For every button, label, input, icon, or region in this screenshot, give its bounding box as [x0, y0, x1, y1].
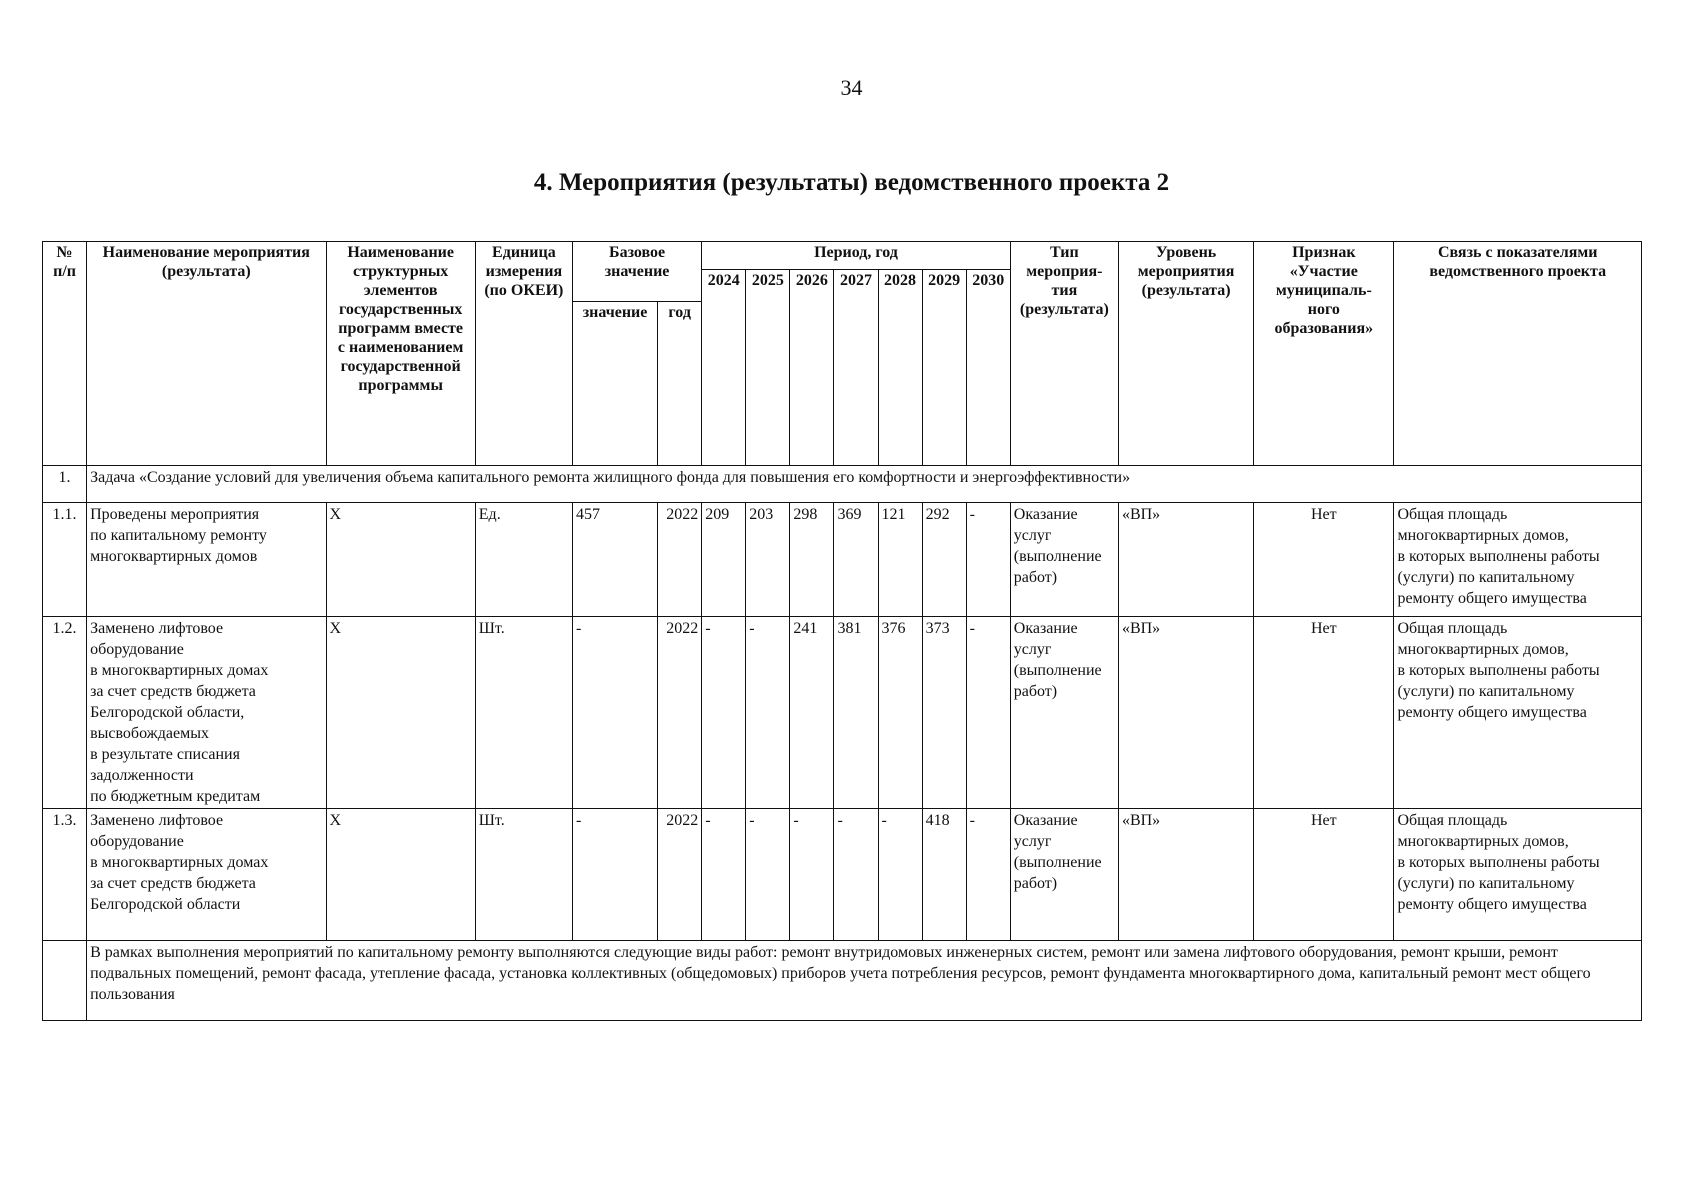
col-header-year: 2024: [702, 270, 746, 466]
row-year-value: 373: [922, 617, 966, 809]
col-header-year: 2029: [922, 270, 966, 466]
note-text: В рамках выполнения мероприятий по капитальному ремонту выполняются следующие виды работ: ремонт внутридомовых инженерных систем, ремонт или замена лифтового оборудования, ремонт крыши, ремонт подвальных помещений, ремонт фасада, утепление фасада, установка коллективных (общедомовых) приборов учета потребления ресурсов, ремонт фундамента многоквартирного дома, капитальный ремонт мест общего пользования: [87, 941, 1642, 1021]
row-unit: Шт.: [475, 617, 572, 809]
col-header-year: 2027: [834, 270, 878, 466]
row-name: Заменено лифтовое оборудование в многоквартирных домах за счет средств бюджета Белгородской области: [87, 809, 326, 941]
row-base-year: 2022: [658, 503, 702, 617]
col-header-year: 2025: [746, 270, 790, 466]
row-year-value: -: [966, 809, 1010, 941]
col-header-year: 2030: [966, 270, 1010, 466]
col-header-unit: Единица измерения (по ОКЕИ): [475, 242, 572, 466]
row-base-year: 2022: [658, 617, 702, 809]
task-num: 1.: [43, 466, 87, 503]
row-unit: Ед.: [475, 503, 572, 617]
row-base-year: 2022: [658, 809, 702, 941]
note-num: [43, 941, 87, 1021]
row-year-value: 376: [878, 617, 922, 809]
page-number: 34: [840, 75, 863, 100]
row-link: Общая площадь многоквартирных домов, в которых выполнены работы (услуги) по капитальному ремонту общего имущества: [1394, 809, 1642, 941]
row-year-value: 203: [746, 503, 790, 617]
row-link: Общая площадь многоквартирных домов, в которых выполнены работы (услуги) по капитальному ремонту общего имущества: [1394, 617, 1642, 809]
row-base-value: -: [572, 809, 657, 941]
row-sign: Нет: [1254, 617, 1394, 809]
row-year-value: 241: [790, 617, 834, 809]
row-year-value: 418: [922, 809, 966, 941]
row-year-value: -: [746, 617, 790, 809]
row-year-value: 209: [702, 503, 746, 617]
col-header-year: 2026: [790, 270, 834, 466]
col-header-level: Уровень мероприятия (результата): [1118, 242, 1253, 466]
col-header-year: 2028: [878, 270, 922, 466]
col-header-name: Наименование мероприятия (результата): [87, 242, 326, 466]
row-num: 1.3.: [43, 809, 87, 941]
col-header-link: Связь с показателями ведомственного проекта: [1394, 242, 1642, 466]
task-text: Задача «Создание условий для увеличения объема капитального ремонта жилищного фонда для повышения его комфортности и энергоэффективности»: [87, 466, 1642, 503]
row-level: «ВП»: [1118, 503, 1253, 617]
row-type: Оказание услуг (выполнение работ): [1010, 809, 1118, 941]
col-header-struct: Наименование структурных элементов государственных программ вместе с наименованием государственной программы: [326, 242, 475, 466]
row-type: Оказание услуг (выполнение работ): [1010, 503, 1118, 617]
row-year-value: 121: [878, 503, 922, 617]
note-row: [43, 941, 1642, 1021]
row-level: «ВП»: [1118, 809, 1253, 941]
row-name: Заменено лифтовое оборудование в многоквартирных домах за счет средств бюджета Белгородской области, высвобождаемых в результате списания задолженности по бюджетным кредитам: [87, 617, 326, 809]
row-year-value: 381: [834, 617, 878, 809]
row-year-value: -: [790, 809, 834, 941]
row-struct: X: [326, 503, 475, 617]
row-unit: Шт.: [475, 809, 572, 941]
row-num: 1.1.: [43, 503, 87, 617]
row-year-value: 298: [790, 503, 834, 617]
col-header-base: Базовое значение: [572, 242, 701, 302]
row-year-value: -: [702, 617, 746, 809]
row-sign: Нет: [1254, 503, 1394, 617]
col-header-sign: Признак «Участие муниципаль- ного образования»: [1254, 242, 1394, 466]
col-header-type: Тип мероприя- тия (результата): [1010, 242, 1118, 466]
measures-table: [42, 241, 1642, 1021]
row-year-value: -: [834, 809, 878, 941]
row-type: Оказание услуг (выполнение работ): [1010, 617, 1118, 809]
row-num: 1.2.: [43, 617, 87, 809]
row-year-value: -: [746, 809, 790, 941]
row-year-value: -: [702, 809, 746, 941]
row-struct: X: [326, 617, 475, 809]
row-name: Проведены мероприятия по капитальному ремонту многоквартирных домов: [87, 503, 326, 617]
row-level: «ВП»: [1118, 617, 1253, 809]
row-struct: X: [326, 809, 475, 941]
row-year-value: -: [878, 809, 922, 941]
col-header-base-year: год: [658, 302, 702, 466]
table-row: [43, 503, 1642, 617]
row-link: Общая площадь многоквартирных домов, в которых выполнены работы (услуги) по капитальному ремонту общего имущества: [1394, 503, 1642, 617]
page-title: 4. Мероприятия (результаты) ведомственного проекта 2: [533, 169, 1170, 196]
col-header-base-value: значение: [572, 302, 657, 466]
row-year-value: -: [966, 503, 1010, 617]
task-row: [43, 466, 1642, 503]
col-header-num: № п/п: [43, 242, 87, 466]
row-base-value: 457: [572, 503, 657, 617]
row-sign: Нет: [1254, 809, 1394, 941]
header-row-1: [43, 242, 1642, 270]
table-row: [43, 617, 1642, 809]
col-header-period: Период, год: [702, 242, 1011, 270]
row-year-value: 292: [922, 503, 966, 617]
table-row: [43, 809, 1642, 941]
row-base-value: -: [572, 617, 657, 809]
row-year-value: -: [966, 617, 1010, 809]
row-year-value: 369: [834, 503, 878, 617]
